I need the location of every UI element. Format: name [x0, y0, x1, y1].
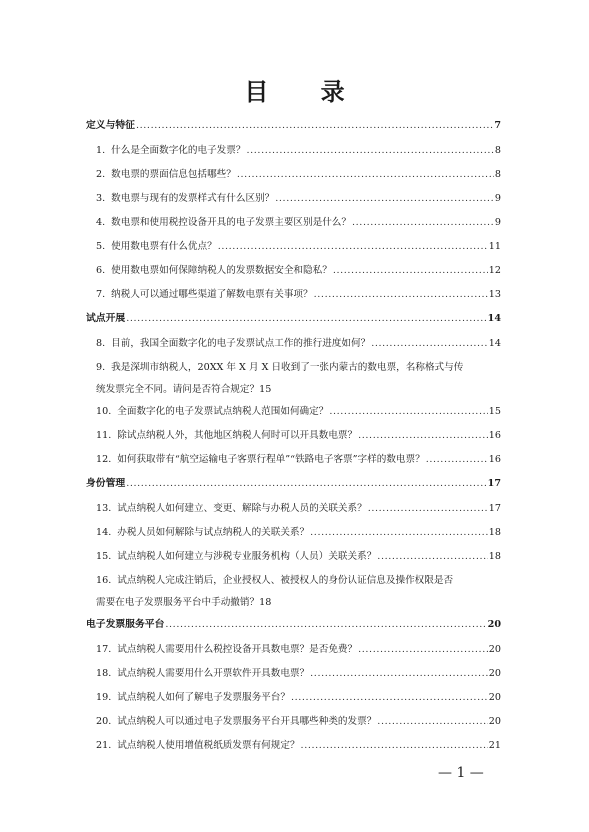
item-page: 14 — [488, 338, 501, 349]
leader-dots — [358, 644, 488, 655]
section-label: 电子发票服务平台 — [86, 619, 165, 630]
item-text-continued: 需要在电子发票服务平台中手动撤销？ — [96, 597, 260, 608]
item-page: 15 — [259, 384, 272, 395]
leader-dots — [314, 289, 488, 300]
leader-dots — [371, 338, 488, 349]
leader-dots — [136, 120, 493, 131]
item-number: 8. — [96, 338, 106, 349]
item-number: 16. — [96, 575, 112, 586]
item-text-continued: 统发票完全不同。请问是否符合规定？ — [96, 384, 260, 395]
item-page: 16 — [488, 454, 501, 465]
item-page: 13 — [488, 289, 501, 300]
item-number: 1. — [96, 145, 106, 156]
leader-dots — [368, 503, 488, 514]
leader-dots — [301, 740, 488, 751]
item-text: 数电票与现有的发票样式有什么区别？ — [111, 193, 275, 204]
item-page: 8 — [494, 145, 501, 156]
toc-item[interactable] — [96, 641, 501, 655]
item-text: 试点纳税人如何建立与涉税专业服务机构（人员）关联关系？ — [117, 551, 377, 562]
item-number: 10. — [96, 406, 112, 417]
item-page: 20 — [488, 716, 501, 727]
item-number: 14. — [96, 527, 112, 538]
leader-dots — [291, 692, 488, 703]
toc-item[interactable] — [96, 713, 501, 727]
item-text: 全面数字化的电子发票试点纳税人范围如何确定？ — [117, 406, 329, 417]
item-page: 21 — [488, 740, 501, 751]
item-text: 使用数电票有什么优点？ — [111, 241, 217, 252]
item-number: 17. — [96, 644, 112, 655]
toc-item[interactable] — [96, 335, 501, 349]
toc-item[interactable] — [96, 500, 501, 514]
toc-item[interactable] — [96, 548, 501, 562]
page-number-footer: — 1 — — [438, 765, 484, 781]
toc-item[interactable] — [96, 262, 501, 276]
section-page: 7 — [494, 120, 501, 131]
item-number: 20. — [96, 716, 112, 727]
item-number: 11. — [96, 430, 112, 441]
item-number: 7. — [96, 289, 106, 300]
item-page: 9 — [494, 217, 501, 228]
section-label: 试点开展 — [86, 313, 126, 324]
toc-section-pilot[interactable] — [86, 310, 501, 324]
item-text: 目前，我国全面数字化的电子发票试点工作的推行进度如何？ — [111, 338, 371, 349]
item-page: 12 — [488, 265, 501, 276]
toc-item[interactable] — [96, 665, 501, 679]
item-text: 什么是全面数字化的电子发票？ — [111, 145, 246, 156]
item-page: 16 — [488, 430, 501, 441]
toc-section-platform[interactable] — [86, 616, 501, 630]
item-text: 试点纳税人使用增值税纸质发票有何规定？ — [117, 740, 300, 751]
item-text: 试点纳税人如何了解电子发票服务平台？ — [117, 692, 290, 703]
item-text: 试点纳税人可以通过电子发票服务平台开具哪些种类的发票？ — [117, 716, 377, 727]
item-number: 18. — [96, 668, 112, 679]
toc-item[interactable] — [96, 572, 501, 608]
item-text: 办税人员如何解除与试点纳税人的关联关系？ — [117, 527, 310, 538]
item-number: 13. — [96, 503, 112, 514]
item-number: 5. — [96, 241, 106, 252]
toc-item[interactable] — [96, 737, 501, 751]
item-page: 20 — [488, 692, 501, 703]
item-text: 试点纳税人如何建立、变更、解除与办税人员的关联关系？ — [117, 503, 367, 514]
toc-item[interactable] — [96, 427, 501, 441]
item-page: 20 — [488, 644, 501, 655]
toc-item[interactable] — [96, 524, 501, 538]
leader-dots — [246, 145, 493, 156]
leader-dots — [310, 527, 488, 538]
item-number: 3. — [96, 193, 106, 204]
leader-dots — [275, 193, 494, 204]
item-page: 20 — [488, 668, 501, 679]
item-number: 21. — [96, 740, 112, 751]
toc-item[interactable] — [96, 214, 501, 228]
leader-dots — [377, 716, 487, 727]
item-number: 19. — [96, 692, 112, 703]
toc-item[interactable] — [96, 286, 501, 300]
item-page: 18 — [488, 527, 501, 538]
toc-item[interactable] — [96, 190, 501, 204]
item-number: 12. — [96, 454, 112, 465]
item-text: 我是深圳市纳税人，20XX 年 X 月 X 日收到了一张内蒙古的数电票，名称格式与传 — [111, 362, 464, 373]
item-number: 15. — [96, 551, 112, 562]
item-page: 18 — [259, 597, 272, 608]
item-number: 6. — [96, 265, 106, 276]
leader-dots — [310, 668, 488, 679]
item-page: 9 — [494, 193, 501, 204]
section-page: 14 — [487, 313, 501, 324]
leader-dots — [126, 478, 486, 489]
leader-dots — [126, 313, 486, 324]
item-page: 18 — [488, 551, 501, 562]
toc-item[interactable] — [96, 359, 501, 395]
item-text: 试点纳税人需要用什么税控设备开具数电票？是否免费？ — [117, 644, 358, 655]
leader-dots — [358, 430, 488, 441]
toc-item[interactable] — [96, 403, 501, 417]
leader-dots — [333, 265, 488, 276]
item-page: 8 — [494, 169, 501, 180]
leader-dots — [352, 217, 494, 228]
item-page: 15 — [488, 406, 501, 417]
leader-dots — [377, 551, 487, 562]
item-text: 除试点纳税人外，其他地区纳税人何时可以开具数电票？ — [117, 430, 358, 441]
item-text: 数电票的票面信息包括哪些？ — [111, 169, 236, 180]
leader-dots — [426, 454, 488, 465]
item-text: 纳税人可以通过哪些渠道了解数电票有关事项？ — [111, 289, 313, 300]
section-label: 身份管理 — [86, 478, 126, 489]
item-number: 2. — [96, 169, 106, 180]
item-text: 试点纳税人完成注销后，企业授权人、被授权人的身份认证信息及操作权限是否 — [117, 575, 454, 586]
item-number: 9. — [96, 362, 106, 373]
item-text: 数电票和使用税控设备开具的电子发票主要区别是什么？ — [111, 217, 351, 228]
leader-dots — [218, 241, 488, 252]
item-number: 4. — [96, 217, 106, 228]
toc-item[interactable] — [96, 451, 501, 465]
item-text: 如何获取带有“航空运输电子客票行程单”“铁路电子客票”字样的数电票？ — [117, 454, 425, 465]
toc-item[interactable] — [96, 142, 501, 156]
toc-item[interactable] — [96, 689, 501, 703]
leader-dots — [237, 169, 494, 180]
section-label: 定义与特征 — [86, 120, 135, 131]
item-page: 11 — [488, 241, 501, 252]
item-page: 17 — [488, 503, 501, 514]
item-text: 试点纳税人需要用什么开票软件开具数电票？ — [117, 668, 310, 679]
page-title: 目 录 — [244, 77, 367, 106]
toc-item[interactable] — [96, 166, 501, 180]
section-page: 20 — [487, 619, 501, 630]
toc-section-identity[interactable] — [86, 475, 501, 489]
leader-dots — [329, 406, 487, 417]
section-page: 17 — [487, 478, 501, 489]
leader-dots — [165, 619, 486, 630]
toc-section-definition[interactable] — [86, 117, 501, 131]
toc-item[interactable] — [96, 238, 501, 252]
item-text: 使用数电票如何保障纳税人的发票数据安全和隐私？ — [111, 265, 332, 276]
